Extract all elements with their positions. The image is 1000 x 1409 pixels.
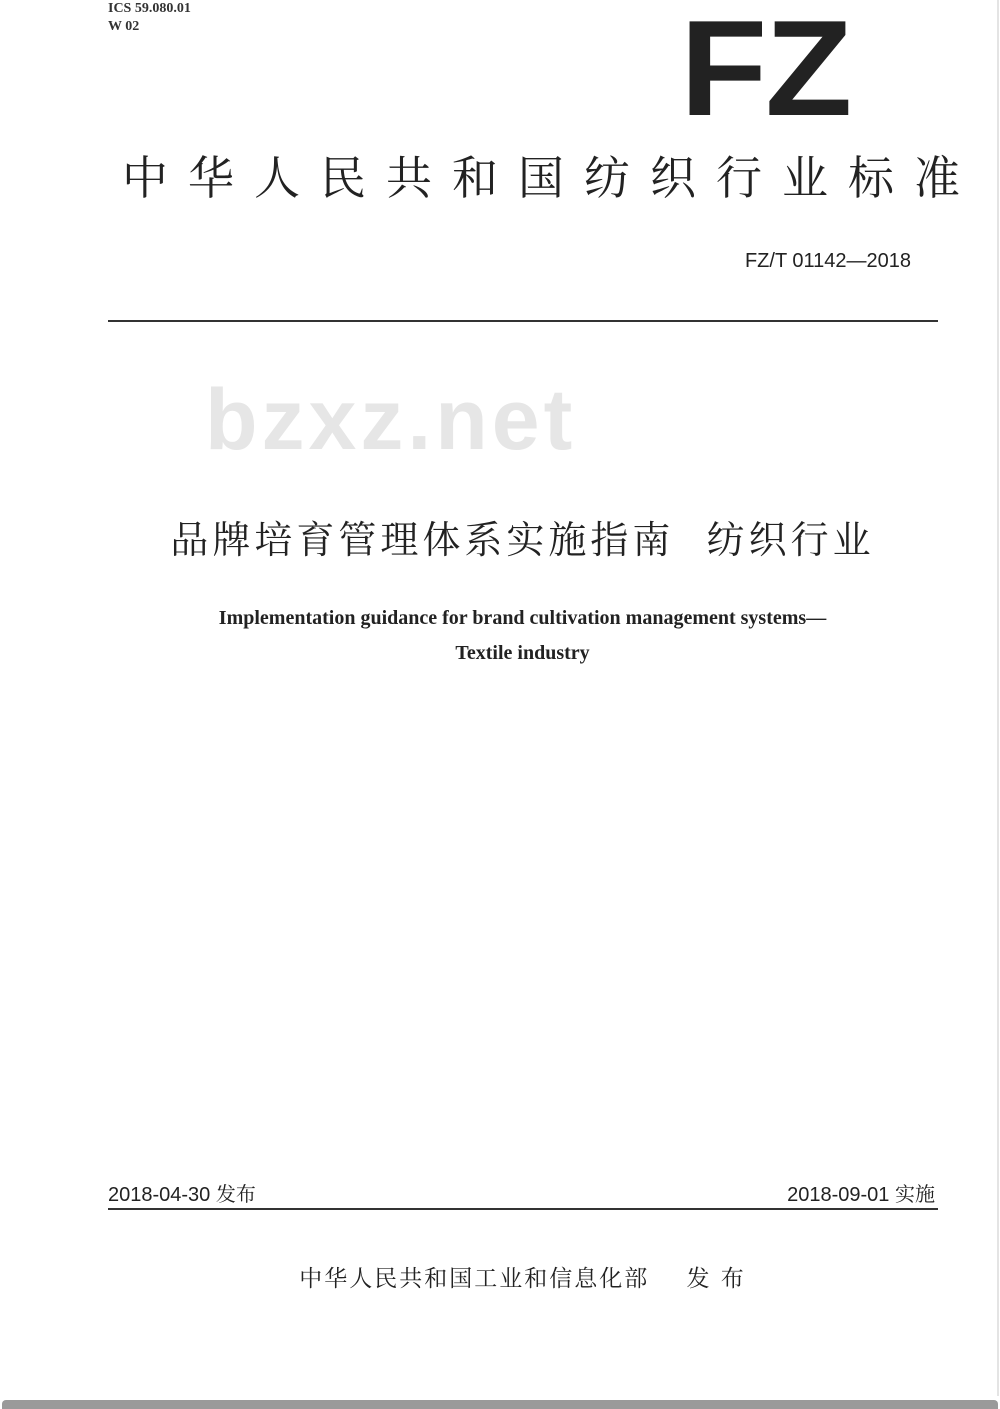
standard-code: FZ/T 01142—2018 — [744, 250, 911, 272]
page-scrollbar[interactable] — [2, 1400, 998, 1409]
footer-divider — [108, 1208, 938, 1210]
ics-code: ICS 59.080.01 — [108, 1, 191, 16]
implementation-date: 2018-09-01 实施 — [787, 1184, 935, 1206]
ccs-code: W 02 — [108, 19, 140, 34]
issue-date: 2018-04-30 发布 — [108, 1184, 256, 1206]
document-title-english-line1: Implementation guidance for brand cultivation management systems— — [218, 607, 827, 629]
document-title-english-line2: Textile industry — [455, 642, 590, 664]
fz-logo: FZ — [680, 0, 851, 144]
document-title-chinese: 品牌培育管理体系实施指南 纺织行业 — [170, 518, 875, 562]
issuing-authority: 中华人民共和国工业和信息化部 发 布 — [299, 1266, 746, 1292]
classification-codes — [108, 0, 191, 36]
header-divider — [108, 320, 938, 322]
watermark: bzxz.net — [205, 372, 577, 468]
standard-type-title: 中华人民共和国纺织行业标准 — [122, 151, 980, 205]
